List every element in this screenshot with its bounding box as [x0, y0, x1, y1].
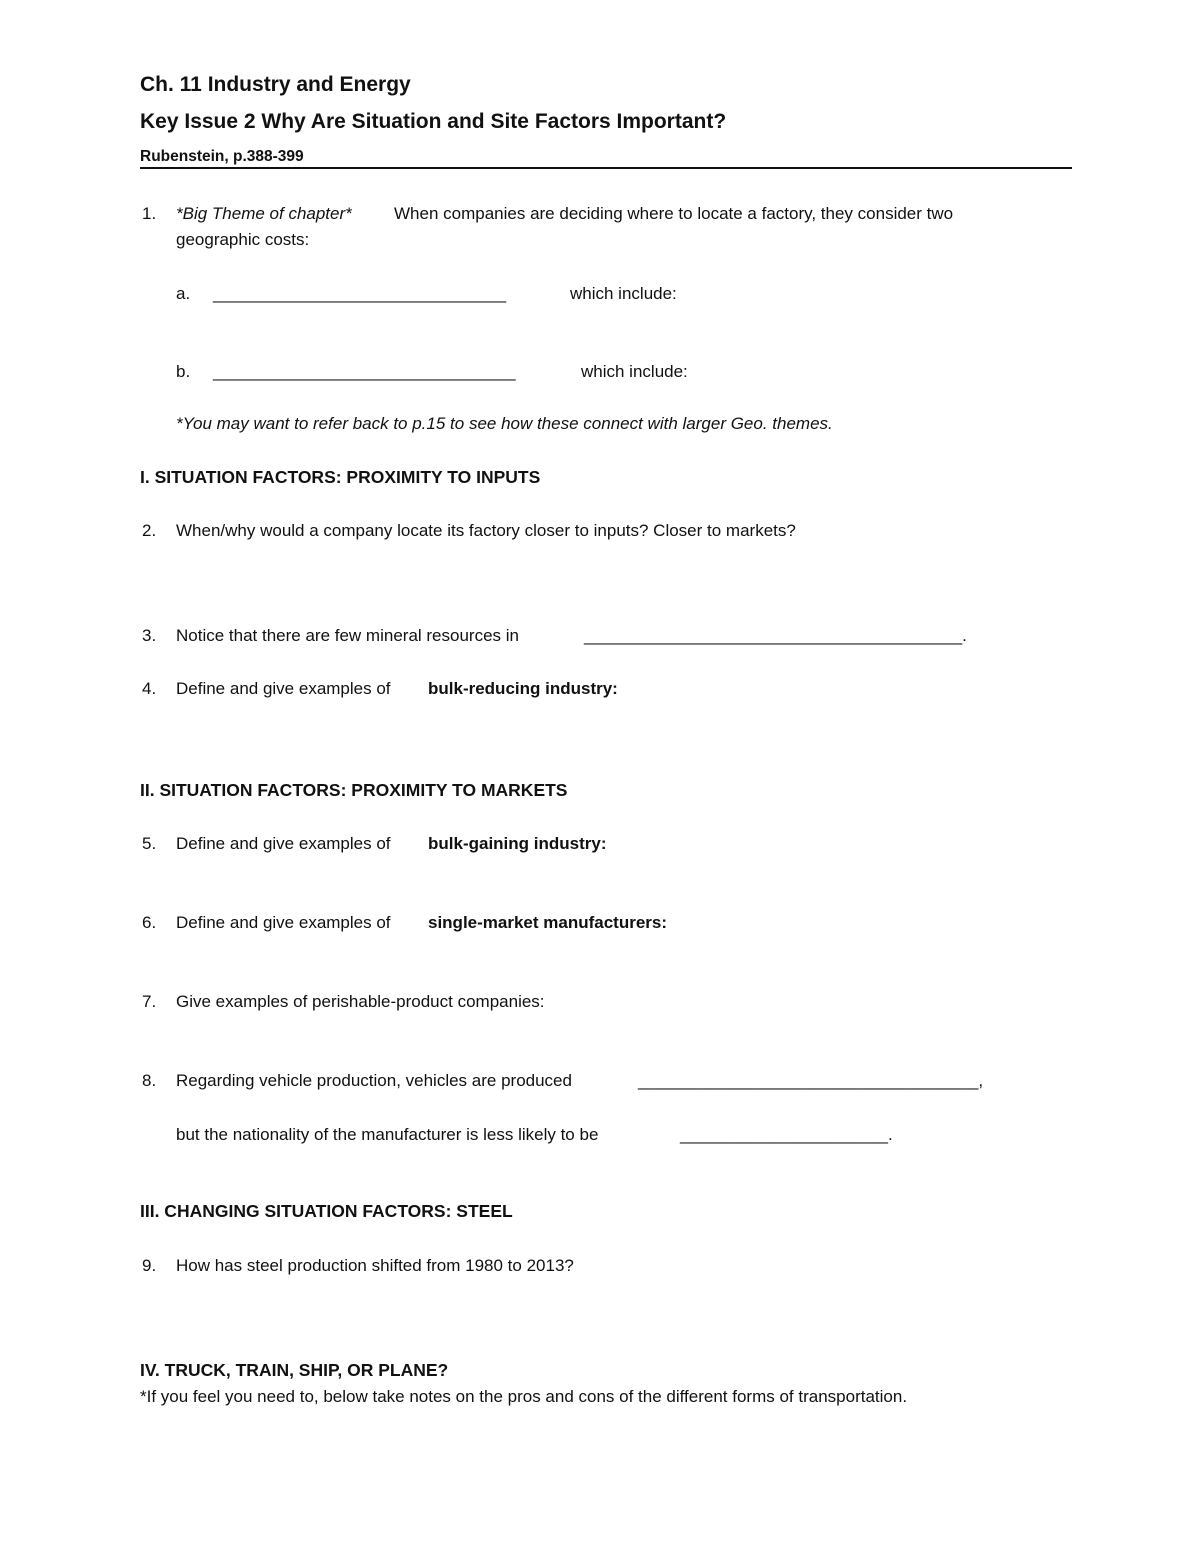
q8-text: Regarding vehicle production, vehicles are produced: [176, 1071, 572, 1090]
header-rule: [140, 167, 1072, 169]
q1-number: 1.: [142, 204, 157, 223]
q4-number: 4.: [142, 679, 157, 698]
q1b-blank: ________________________________: [213, 362, 516, 381]
q8-blank2: ______________________.: [680, 1125, 893, 1144]
q3-blank: ________________________________________.: [584, 626, 967, 645]
q6-number: 6.: [142, 913, 157, 932]
citation: Rubenstein, p.388-399: [140, 148, 304, 165]
q5-number: 5.: [142, 834, 157, 853]
q1-text-line2: geographic costs:: [176, 230, 310, 249]
chapter-title: Ch. 11 Industry and Energy: [140, 73, 411, 96]
q9-number: 9.: [142, 1256, 157, 1275]
q3-text: Notice that there are few mineral resources in: [176, 626, 519, 645]
q2-text: When/why would a company locate its factory closer to inputs? Closer to markets?: [176, 521, 796, 540]
q1b-label: b.: [176, 362, 191, 381]
q1-intro: *Big Theme of chapter*: [176, 204, 352, 223]
q8-number: 8.: [142, 1071, 157, 1090]
q1a-label: a.: [176, 284, 191, 303]
q5-term: bulk-gaining industry:: [428, 834, 607, 853]
q1a-text: which include:: [570, 284, 677, 303]
q8-text2: but the nationality of the manufacturer is less likely to be: [176, 1125, 599, 1144]
section3-title: III. CHANGING SITUATION FACTORS: STEEL: [140, 1201, 513, 1221]
q4-text: Define and give examples of: [176, 679, 391, 698]
q4-term: bulk-reducing industry:: [428, 679, 618, 698]
section1-title: I. SITUATION FACTORS: PROXIMITY TO INPUTS: [140, 467, 541, 487]
q7-number: 7.: [142, 992, 157, 1011]
section4-title: IV. TRUCK, TRAIN, SHIP, OR PLANE?: [140, 1360, 449, 1380]
key-issue-title: Key Issue 2 Why Are Situation and Site Factors Important?: [140, 110, 727, 133]
q1-note: *You may want to refer back to p.15 to see how these connect with larger Geo. themes.: [176, 414, 833, 433]
q1b-text: which include:: [581, 362, 688, 381]
q1-text-line1: When companies are deciding where to locate a factory, they consider two: [394, 204, 954, 223]
q1a-blank: _______________________________: [213, 284, 507, 303]
q7-text: Give examples of perishable-product companies:: [176, 992, 545, 1011]
q8-blank: ____________________________________,: [638, 1071, 984, 1090]
q3-number: 3.: [142, 626, 157, 645]
q5-text: Define and give examples of: [176, 834, 391, 853]
q6-term: single-market manufacturers:: [428, 913, 668, 932]
q6-text: Define and give examples of: [176, 913, 391, 932]
section4-note: *If you feel you need to, below take notes on the pros and cons of the different forms of transportation.: [140, 1387, 908, 1406]
q2-number: 2.: [142, 521, 157, 540]
q9-text: How has steel production shifted from 1980 to 2013?: [176, 1256, 574, 1275]
section2-title: II. SITUATION FACTORS: PROXIMITY TO MARKETS: [140, 780, 568, 800]
